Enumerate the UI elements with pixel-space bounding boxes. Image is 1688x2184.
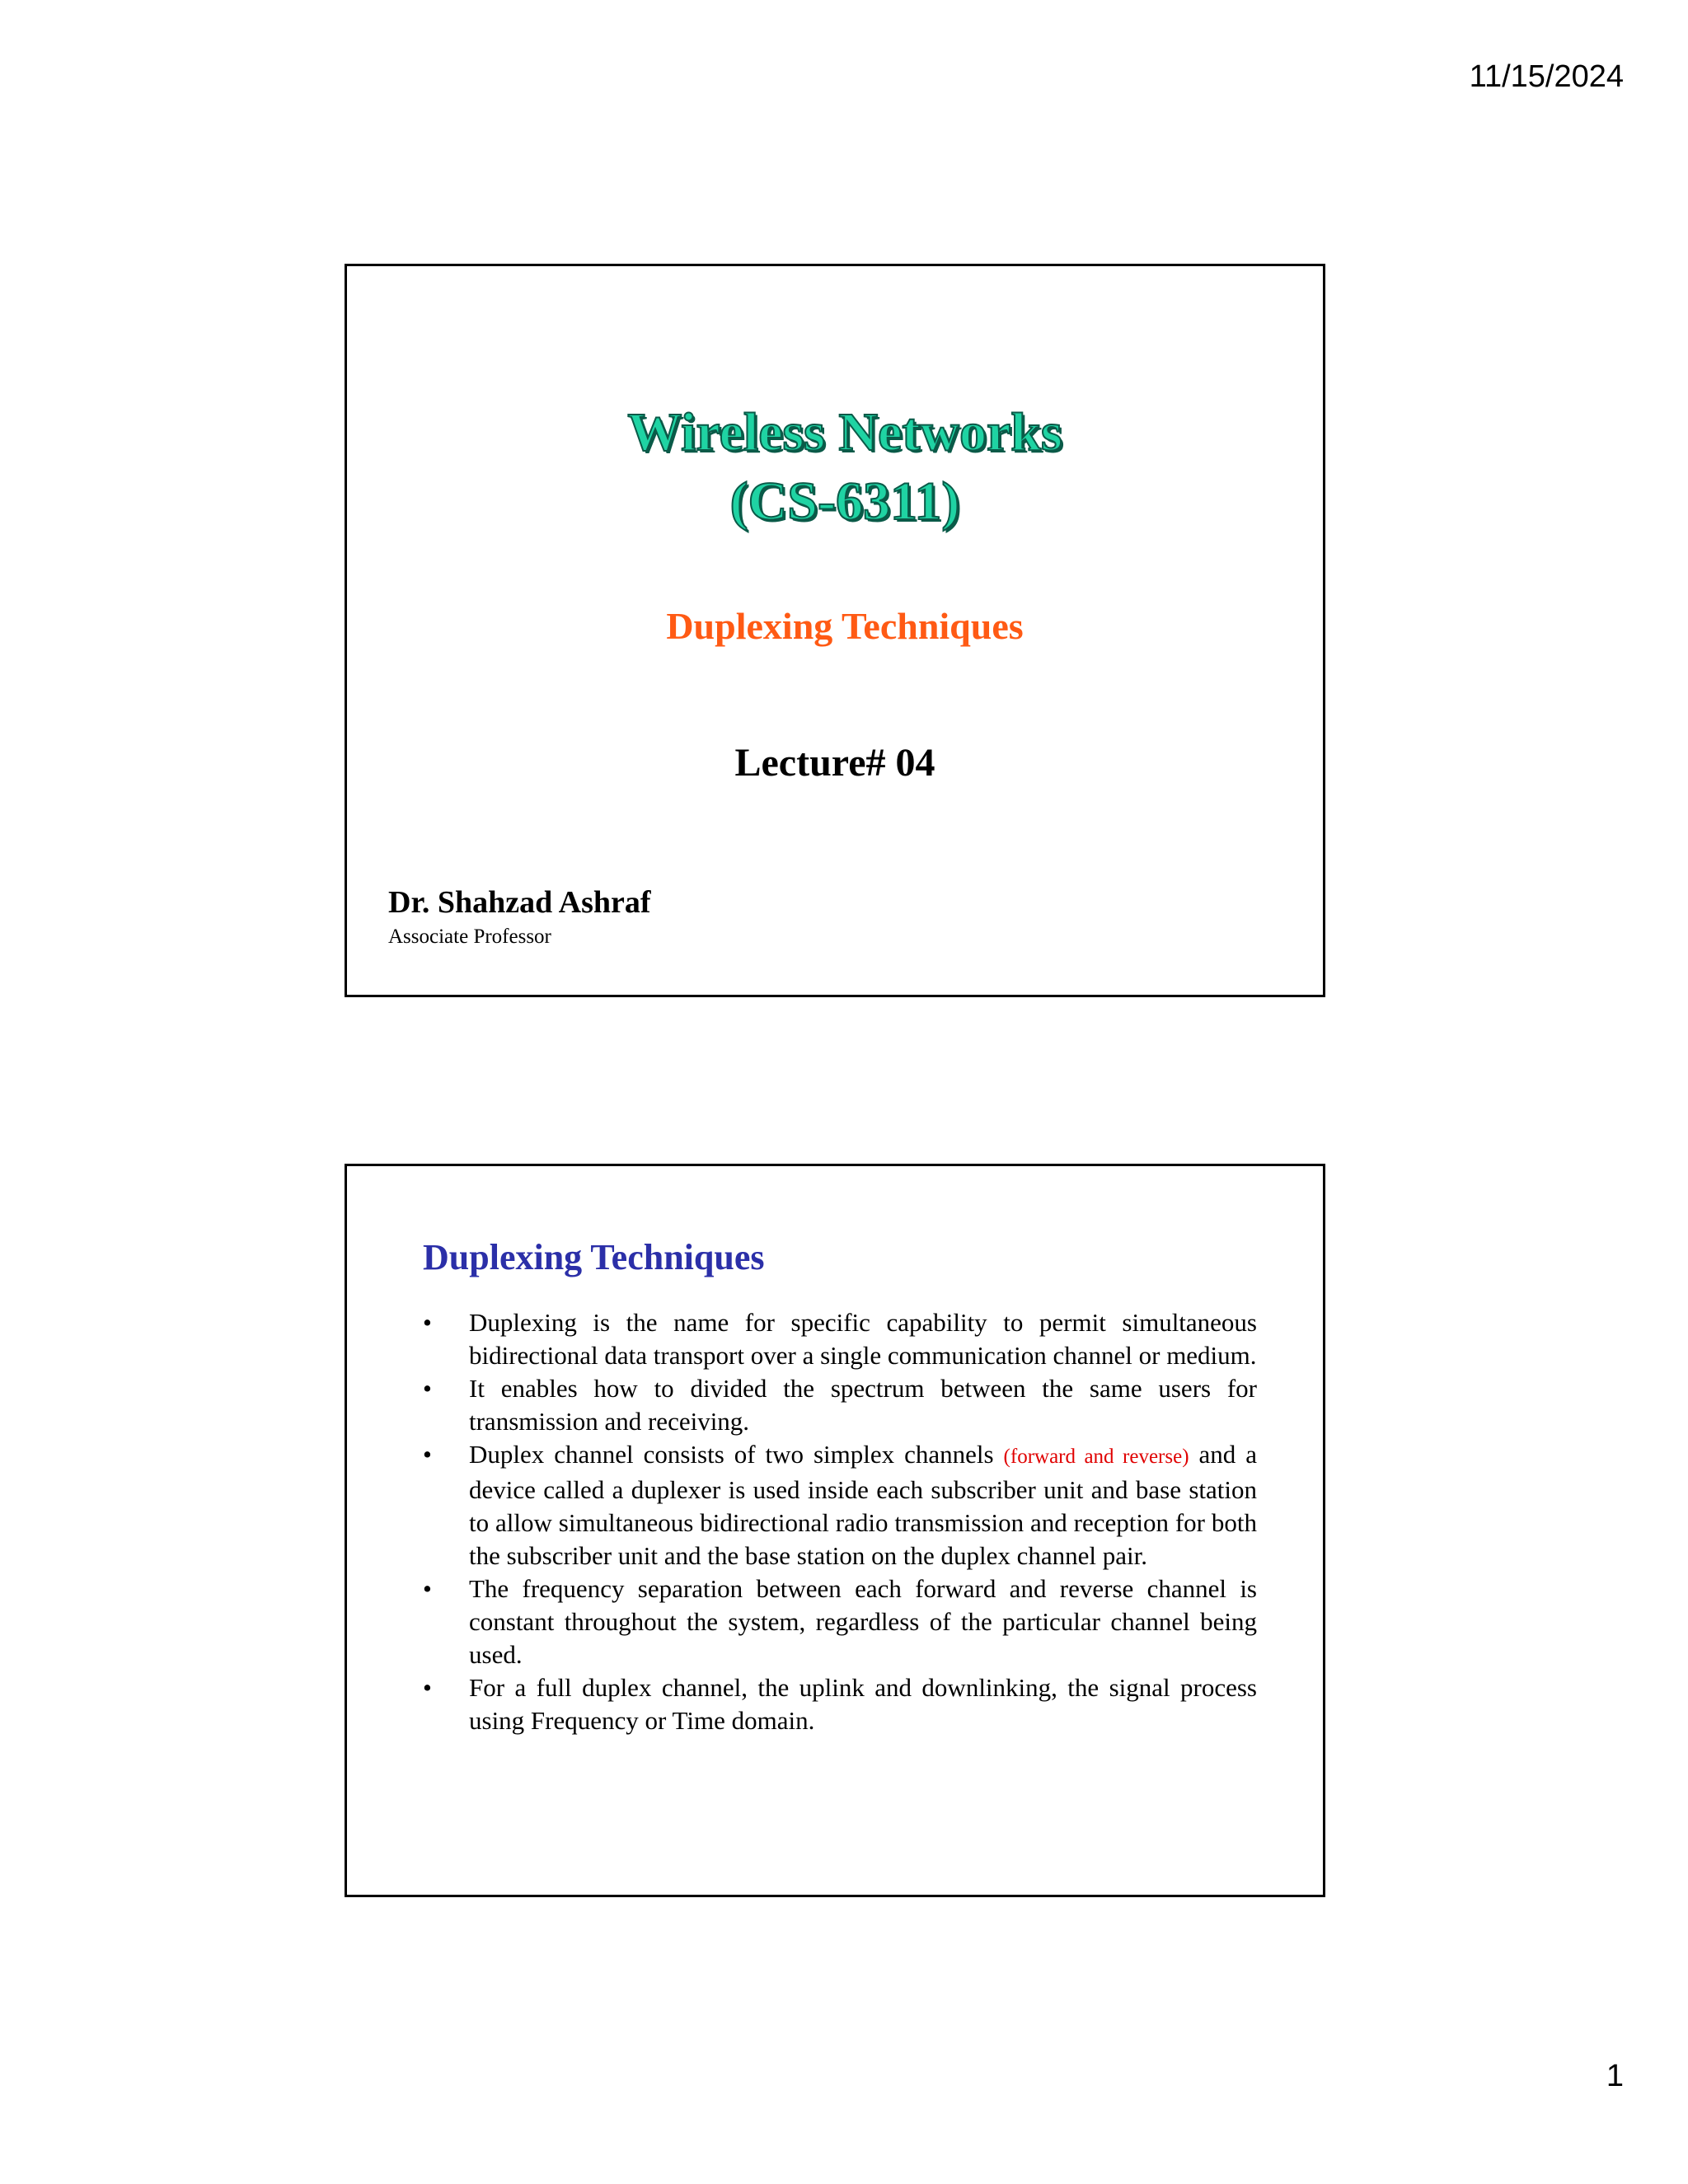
bullet-icon: • bbox=[423, 1574, 432, 1603]
bullet-note: (forward and reverse) bbox=[1003, 1446, 1189, 1468]
author-name: Dr. Shahzad Ashraf bbox=[388, 885, 651, 920]
course-title-line-1: Wireless Networks bbox=[627, 402, 1062, 462]
slide-heading: Duplexing Techniques bbox=[423, 1237, 765, 1277]
bullet-item bbox=[423, 1572, 1257, 1671]
bullet-list bbox=[423, 1306, 1257, 1737]
lecture-number: Lecture# 04 bbox=[734, 741, 935, 785]
page-date: 11/15/2024 bbox=[1469, 59, 1624, 94]
bullet-item bbox=[423, 1671, 1257, 1737]
bullet-item bbox=[423, 1372, 1257, 1438]
bullet-text: The frequency separation between each forward and reverse channel is constant throughout the system, regardless of the particular channel being used. bbox=[469, 1574, 1257, 1669]
bullet-text: and a device called a duplexer is used inside each subscriber unit and base station to allow simultaneous bidirectional radio transmission and reception for both the subscriber unit and the base station on the duplex channel pair. bbox=[469, 1440, 1257, 1570]
course-title-line-2: (CS-6311) bbox=[729, 471, 960, 532]
lecture-subtitle: Duplexing Techniques bbox=[666, 605, 1024, 647]
bullet-icon: • bbox=[423, 1374, 432, 1403]
bullet-item bbox=[423, 1306, 1257, 1372]
bullet-text: Duplex channel consists of two simplex channels bbox=[469, 1440, 1004, 1469]
bullet-text: For a full duplex channel, the uplink and downlinking, the signal process using Frequency or Time domain. bbox=[469, 1673, 1257, 1735]
slide-title bbox=[345, 264, 1325, 997]
author-role: Associate Professor bbox=[388, 926, 551, 948]
bullet-text: It enables how to divided the spectrum between the same users for transmission and receiving. bbox=[469, 1374, 1257, 1436]
bullet-icon: • bbox=[423, 1673, 432, 1702]
bullet-icon: • bbox=[423, 1440, 432, 1469]
slide-duplexing bbox=[345, 1164, 1325, 1897]
course-title bbox=[347, 398, 1323, 537]
bullet-text: Duplexing is the name for specific capability to permit simultaneous bidirectional data transport over a single communication channel or medium. bbox=[469, 1308, 1257, 1370]
page-number: 1 bbox=[1606, 2059, 1624, 2093]
bullet-icon: • bbox=[423, 1308, 432, 1337]
bullet-item bbox=[423, 1438, 1257, 1572]
